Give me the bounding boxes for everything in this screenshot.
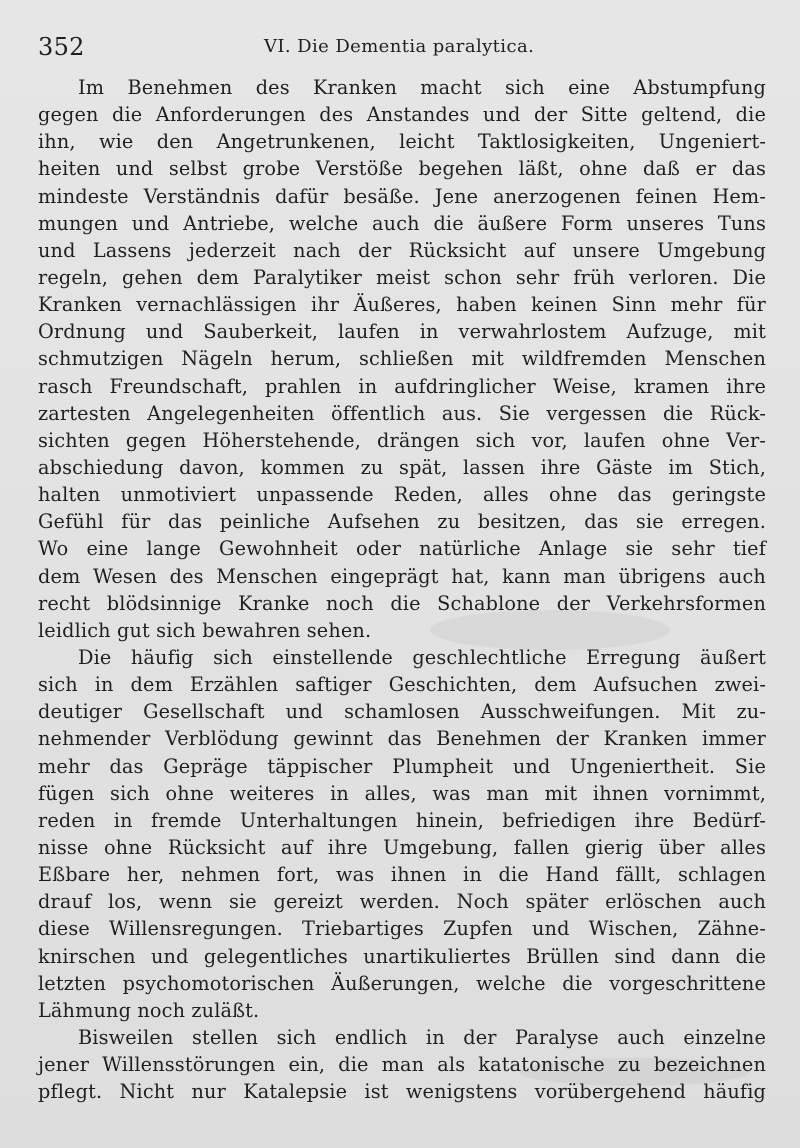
text-line: Die häufig sich einstellende geschlechtliche Erregung äußert: [78, 645, 766, 669]
text-line: Lähmung noch zuläßt.: [38, 998, 260, 1022]
paragraph-2: [38, 644, 766, 1024]
text-line: Kranken vernachlässigen ihr Äußeres, haben keinen Sinn mehr für: [38, 293, 766, 317]
text-line: halten unmotiviert unpassende Reden, alles ohne das geringste: [38, 483, 766, 507]
paragraph-3: [38, 1024, 766, 1105]
text-line: abschiedung davon, kommen zu spät, lassen ihre Gäste im Stich,: [38, 455, 766, 479]
text-line: sichten gegen Höherstehende, drängen sich vor, laufen ohne Ver-: [38, 428, 766, 452]
text-line: heiten und selbst grobe Verstöße begehen läßt, ohne daß er das: [38, 157, 766, 181]
text-line: pflegt. Nicht nur Katalepsie ist wenigstens vorübergehend häufig: [38, 1080, 766, 1104]
text-line: knirschen und gelegentliches unartikuliertes Brüllen sind dann die: [38, 944, 766, 968]
text-line: zartesten Angelegenheiten öffentlich aus. Sie vergessen die Rück-: [38, 401, 766, 425]
page-number: 352: [38, 33, 85, 61]
text-line: ihn, wie den Angetrunkenen, leicht Taktlosigkeiten, Ungeniert-: [38, 130, 766, 154]
text-line: Ordnung und Sauberkeit, laufen in verwahrlostem Aufzuge, mit: [38, 320, 766, 344]
text-line: Im Benehmen des Kranken macht sich eine Abstumpfung: [78, 76, 766, 99]
text-line: Gefühl für das peinliche Aufsehen zu besitzen, das sie erregen.: [38, 510, 766, 534]
text-line: rasch Freundschaft, prahlen in aufdringlicher Weise, kramen ihre: [38, 374, 766, 398]
text-line: gegen die Anforderungen des Anstandes und der Sitte geltend, die: [38, 103, 766, 127]
text-line: deutiger Gesellschaft und schamlosen Ausschweifungen. Mit zu-: [38, 700, 766, 724]
text-line: reden in fremde Unterhaltungen hinein, befriedigen ihre Bedürf-: [38, 808, 766, 832]
text-line: Eßbare her, nehmen fort, was ihnen in die Hand fällt, schlagen: [38, 863, 766, 887]
text-line: sich in dem Erzählen saftiger Geschichten, dem Aufsuchen zwei-: [38, 673, 766, 697]
text-line: diese Willensregungen. Triebartiges Zupfen und Wischen, Zähne-: [38, 917, 766, 941]
text-line: recht blödsinnige Kranke noch die Schablone der Verkehrsformen: [38, 591, 766, 615]
text-line: Bisweilen stellen sich endlich in der Paralyse auch einzelne: [78, 1025, 766, 1049]
text-line: nehmender Verblödung gewinnt das Benehmen der Kranken immer: [38, 727, 766, 751]
text-line: dem Wesen des Menschen eingeprägt hat, kann man übrigens auch: [38, 564, 766, 588]
text-line: schmutzigen Nägeln herum, schließen mit wildfremden Menschen: [38, 347, 766, 371]
paragraph-1: [38, 74, 766, 644]
text-line: letzten psychomotorischen Äußerungen, welche die vorgeschrittene: [38, 971, 766, 995]
text-line: jener Willensstörungen ein, die man als katatonische zu bezeichnen: [38, 1053, 766, 1077]
text-line: regeln, gehen dem Paralytiker meist schon sehr früh verloren. Die: [38, 265, 766, 289]
text-line: Wo eine lange Gewohnheit oder natürliche Anlage sie sehr tief: [38, 537, 766, 561]
text-line: drauf los, wenn sie gereizt werden. Noch später erlöschen auch: [38, 890, 766, 914]
running-head: VI. Die Dementia paralytica.: [264, 36, 535, 57]
text-line: mehr das Gepräge täppischer Plumpheit und Ungeniertheit. Sie: [38, 754, 766, 778]
body-text: [38, 74, 766, 1105]
page-header: [38, 32, 766, 62]
text-line: mungen und Antriebe, welche auch die äußere Form unseres Tuns: [38, 211, 766, 235]
text-line: fügen sich ohne weiteres in alles, was man mit ihnen vornimmt,: [38, 781, 766, 805]
text-line: mindeste Verständnis dafür besäße. Jene anerzogenen feinen Hem-: [38, 184, 766, 208]
text-line: nisse ohne Rücksicht auf ihre Umgebung, fallen gierig über alles: [38, 835, 766, 859]
text-line: leidlich gut sich bewahren sehen.: [38, 618, 372, 642]
text-line: und Lassens jederzeit nach der Rücksicht auf unsere Umgebung: [38, 238, 766, 262]
